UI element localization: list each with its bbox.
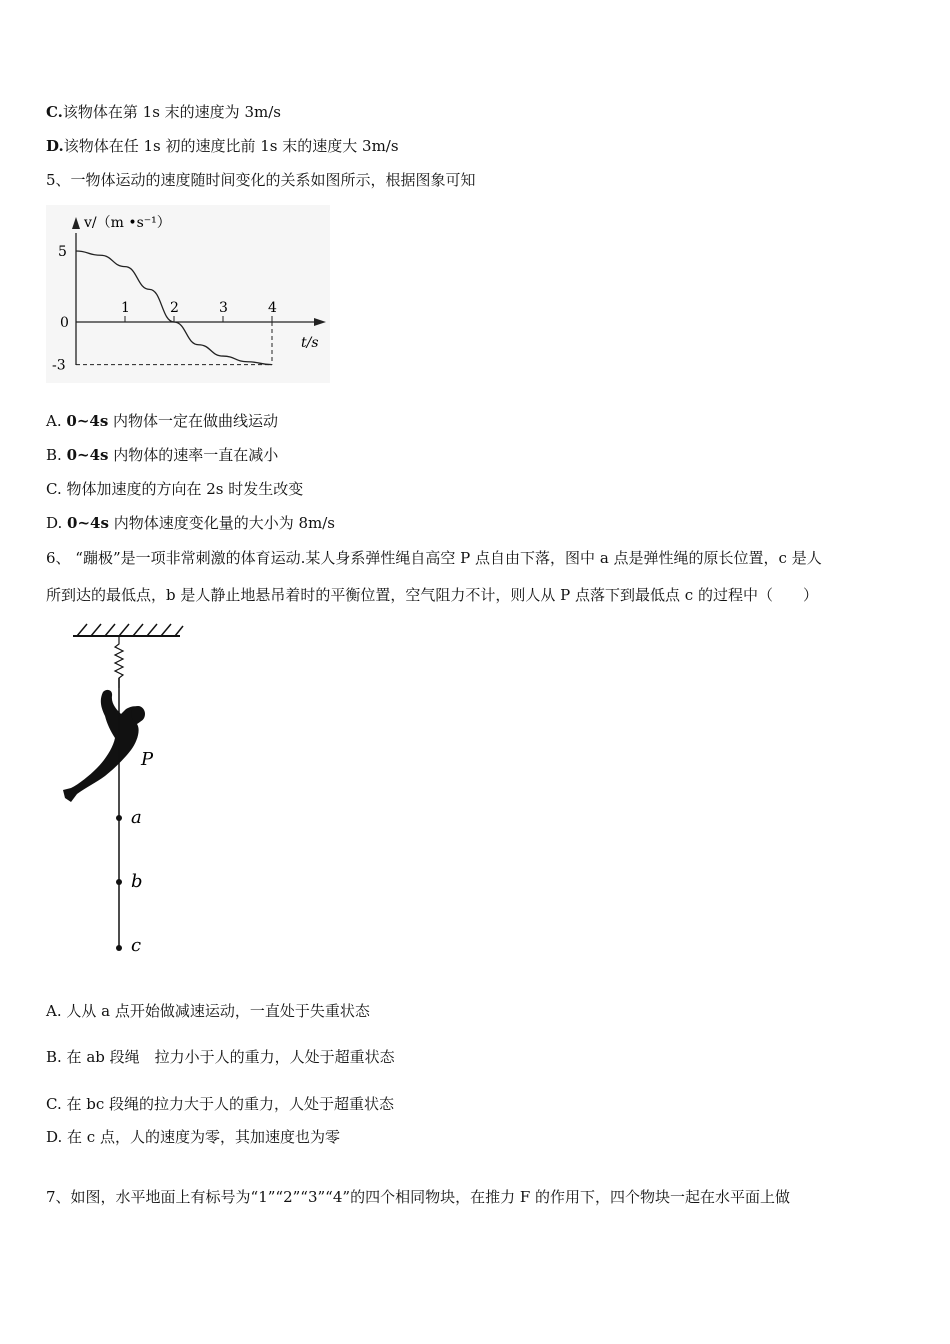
option-letter: C.	[46, 103, 63, 121]
velocity-time-chart	[46, 205, 330, 383]
point-a-dot	[116, 815, 122, 821]
option-letter: B.	[46, 446, 62, 464]
q6-stem-line1: 6、 “蹦极”是一项非常刺激的体育运动.某人身系弹性绳自高空 P 点自由下落，图中 a 点是弹性绳的原长位置，c 是人	[46, 549, 822, 567]
option-text: 该物体在第 1s 末的速度为 3m/s	[62, 103, 281, 121]
velocity-time-chart-svg	[46, 205, 330, 383]
q4-option-d	[46, 136, 399, 156]
q4-option-c	[46, 102, 281, 122]
option-text: 内物体的速率一直在减小	[108, 446, 279, 464]
bungee-figure-svg	[55, 618, 195, 963]
y-tick-label: 5	[58, 244, 67, 260]
option-bold: 0~4s	[66, 412, 109, 430]
option-text: 物体加速度的方向在 2s 时发生改变	[66, 480, 304, 498]
y-tick-label: -3	[52, 357, 66, 374]
y-axis-label: v/（m •s⁻¹）	[84, 215, 171, 231]
q5-option-c	[46, 479, 303, 499]
x-axis-label: t/s	[301, 335, 319, 351]
point-p-label: P	[141, 749, 154, 770]
q7-stem: 7、如图，水平地面上有标号为“1”“2”“3”“4”的四个相同物块，在推力 F 的作用下，四个物块一起在水平面上做	[46, 1188, 791, 1206]
point-b-label: b	[131, 871, 143, 892]
q5-option-d	[46, 513, 335, 533]
x-tick-label: 1	[121, 300, 130, 316]
chart-background	[46, 205, 330, 383]
x-tick-label: 4	[268, 300, 277, 316]
q6-option-a: A. 人从 a 点开始做减速运动，一直处于失重状态	[46, 1002, 370, 1020]
point-c-dot	[116, 945, 122, 951]
point-a-label: a	[131, 807, 142, 828]
option-bold: 0~4s	[67, 514, 109, 532]
option-text: 该物体在任 1s 初的速度比前 1s 末的速度大 3m/s	[63, 137, 399, 155]
q6-option-c: C. 在 bc 段绳的拉力大于人的重力，人处于超重状态	[46, 1095, 395, 1113]
bungee-figure	[55, 618, 195, 963]
option-text: 内物体一定在做曲线运动	[108, 412, 279, 430]
point-b-dot	[116, 879, 122, 885]
option-bold: 0~4s	[66, 446, 109, 464]
x-tick-label: 0	[60, 315, 69, 331]
point-c-label: c	[131, 935, 142, 956]
q5-option-b	[46, 445, 278, 465]
option-letter: D.	[46, 514, 63, 532]
x-tick-label: 2	[170, 300, 179, 316]
q5-stem: 5、一物体运动的速度随时间变化的关系如图所示，根据图象可知	[46, 171, 476, 189]
q6-stem-line2: 所到达的最低点，b 是人静止地悬吊着时的平衡位置，空气阻力不计，则人从 P 点落下到最低点 c 的过程中（ ）	[46, 586, 818, 604]
q6-option-d: D. 在 c 点，人的速度为零，其加速度也为零	[46, 1128, 340, 1146]
option-letter: C.	[46, 480, 62, 498]
option-letter: A.	[46, 412, 62, 430]
option-text: 内物体速度变化量的大小为 8m/s	[108, 514, 335, 532]
option-letter: D.	[46, 137, 64, 155]
q6-option-b: B. 在 ab 段绳 拉力小于人的重力，人处于超重状态	[46, 1048, 395, 1066]
ceiling-hatching	[77, 624, 183, 636]
x-tick-label: 3	[219, 300, 228, 316]
q5-option-a	[46, 411, 278, 431]
jumper-silhouette-icon	[63, 690, 145, 802]
